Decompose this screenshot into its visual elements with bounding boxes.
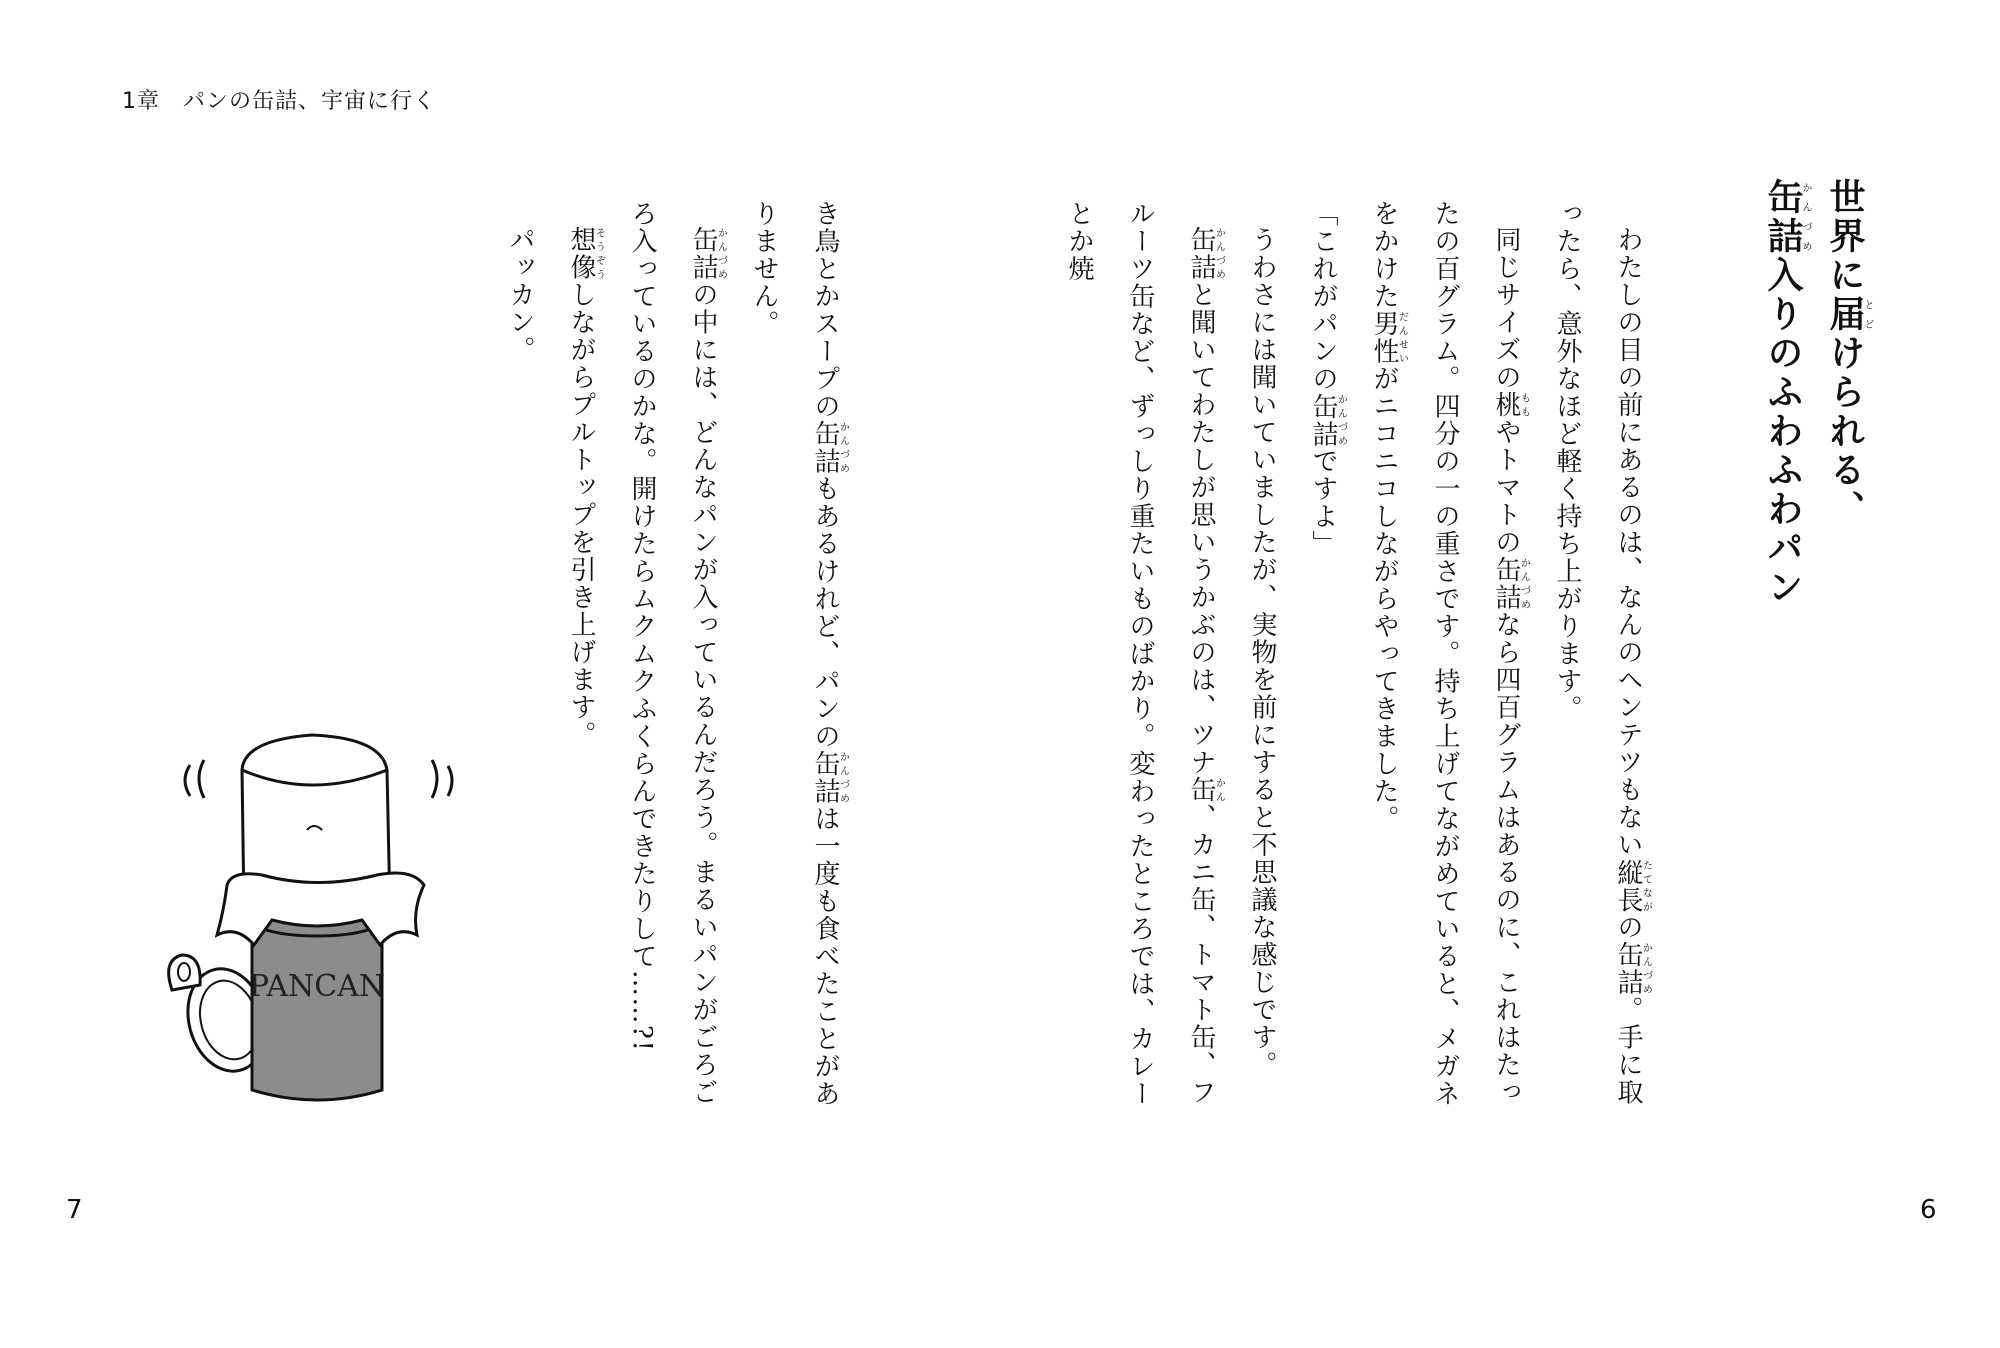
headline-text: けられる、	[1824, 334, 1865, 529]
headline-text: 世界に	[1824, 178, 1865, 295]
article-headline	[1745, 178, 1875, 958]
bread-can-illustration	[132, 710, 492, 1110]
running-head: 1章 パンの缶詰、宇宙に行く	[122, 89, 436, 114]
paragraph: わたしの目の前にあるのは、なんのヘンテツもない縦長たてながの缶詰かんづめ。手に取ったら、意外なほど軽く持ち上がります。	[1552, 200, 1652, 1106]
page-number-left: 7	[66, 1195, 83, 1225]
paragraph: うわさには聞いていましたが、実物を前にすると不思議な感じです。	[1247, 226, 1277, 1079]
motion-mark	[185, 765, 190, 796]
body-text-left-page	[505, 200, 855, 1120]
paragraph: 缶詰かんづめの中には、どんなパンが入っているんだろう。まるいパンがごろごろ入っているのかな。開けたらムクムクふくらんできたりして……?!	[627, 200, 727, 1106]
paragraph-continued: き鳥とかスープの缶詰かんづめもあるけれど、パンの缶詰かんづめは一度も食べたことがありません。	[749, 200, 849, 1108]
pull-tab	[169, 955, 201, 990]
page-number-right: 6	[1920, 1195, 1937, 1225]
can-body	[252, 920, 382, 1100]
headline-ruby: 届とど	[1824, 295, 1873, 334]
motion-mark	[448, 766, 452, 796]
paragraph-quote: 「これがパンの缶詰かんづめですよ」	[1308, 200, 1347, 558]
paragraph: 同じサイズの桃ももやトマトの缶詰かんづめなら四百グラムはあるのに、これはたったの百グラム。四分の一の重さです。持ち上げてながめていると、メガネをかけた男性だんせいがニコニコしながらやってきました。	[1369, 200, 1530, 1108]
paragraph: パッカン。	[505, 226, 535, 364]
paragraph: 缶詰かんづめと聞いてわたしが思いうかぶのは、ツナ缶かん、カニ缶、トマト缶、フルーツ缶など、ずっしり重たいものばかり。変わったところでは、カレーとか焼	[1064, 200, 1225, 1108]
headline-text: 入りのふわふわパン	[1762, 256, 1803, 607]
paragraph: 想像そうぞうしながらプルトップを引き上げます。	[566, 226, 605, 749]
headline-ruby: 缶詰かんづめ	[1762, 178, 1811, 256]
can-label: PANCAN	[248, 969, 386, 1004]
body-text-right-page	[1064, 200, 1658, 1120]
motion-mark	[199, 760, 204, 798]
motion-mark	[432, 760, 437, 798]
